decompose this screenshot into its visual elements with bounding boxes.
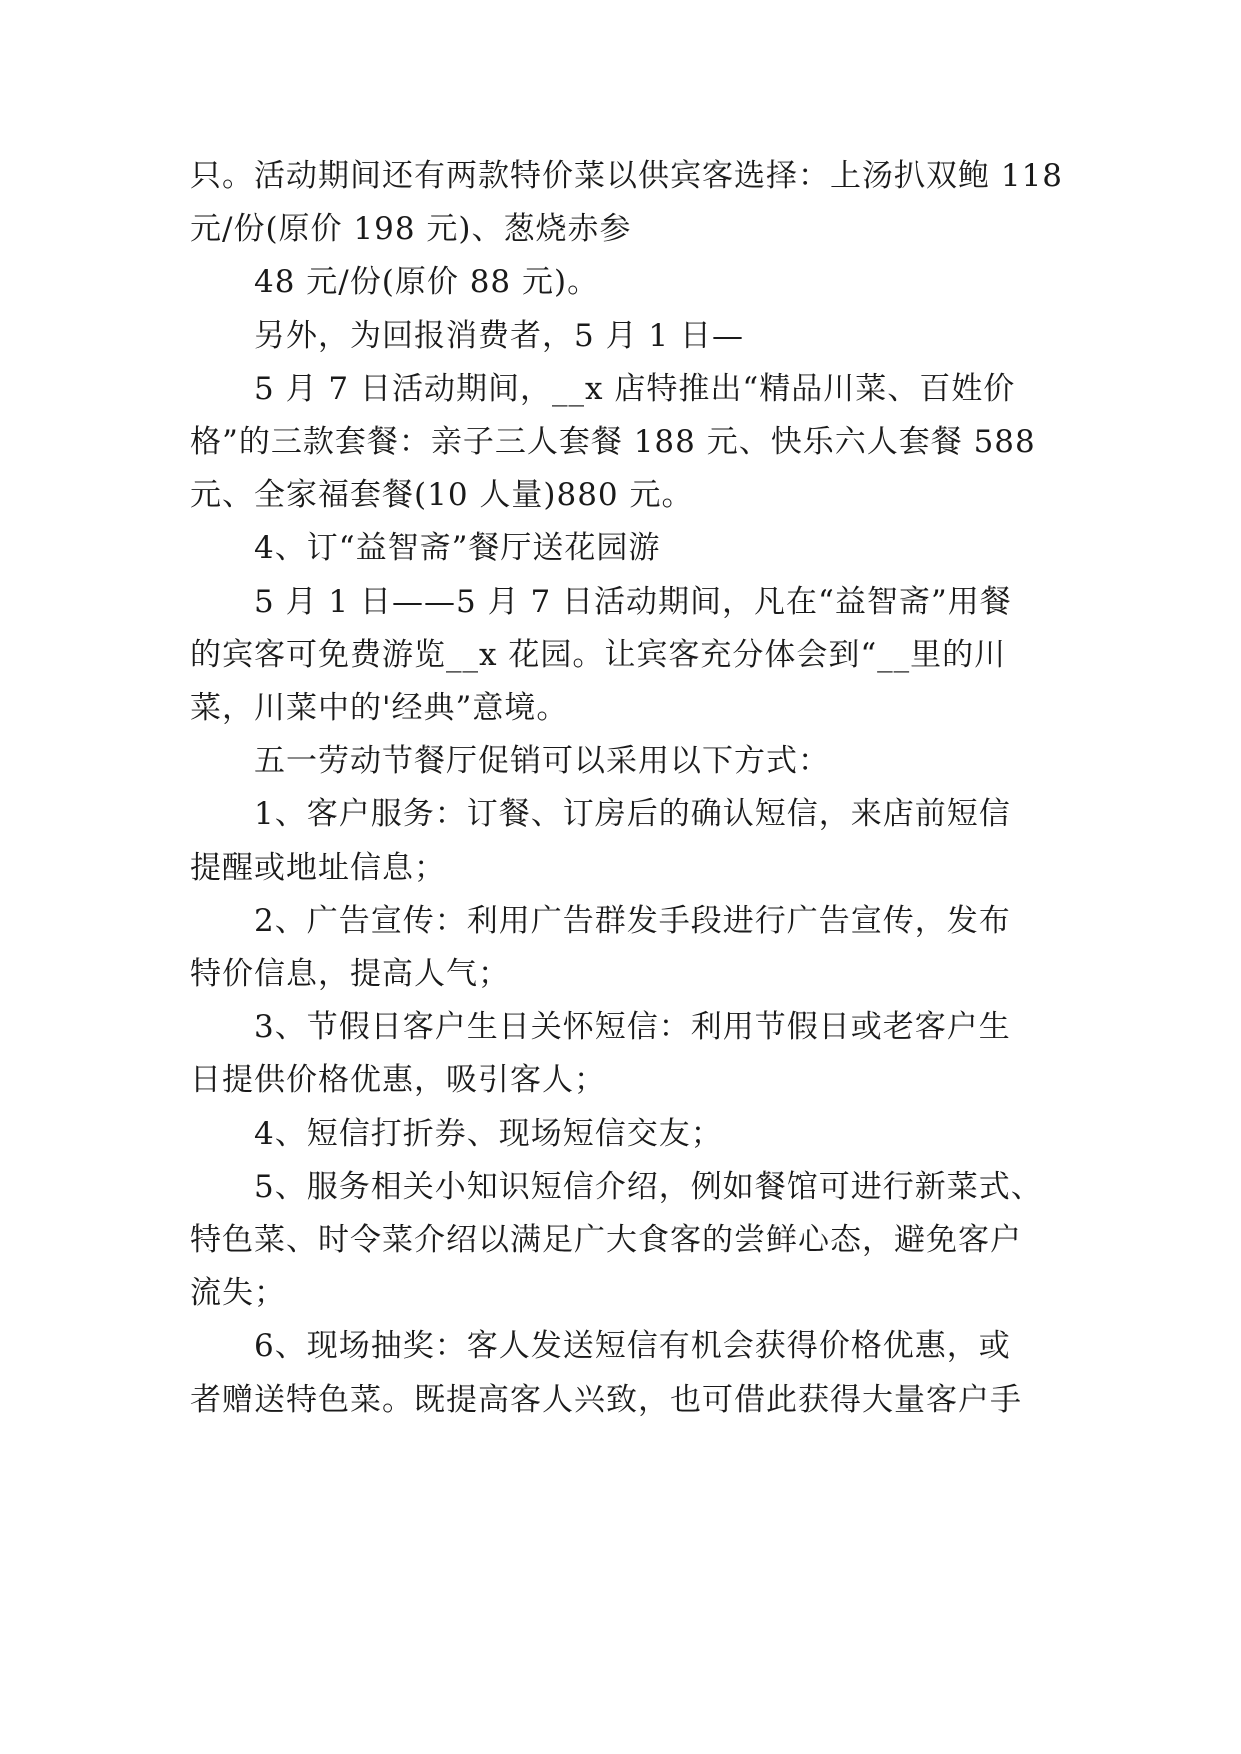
list-item: 1、客户服务：订餐、订房后的确认短信，来店前短信	[254, 796, 1011, 832]
text-line: 5 月 7 日活动期间，__x 店特推出“精品川菜、百姓价	[254, 371, 1016, 407]
text-line: 只。活动期间还有两款特价菜以供宾客选择：上汤扒双鲍 118	[190, 158, 1064, 194]
text-line: 元、全家福套餐(10 人量)880 元。	[190, 477, 694, 513]
text-line: 菜，川菜中的'经典”意境。	[190, 690, 569, 726]
text-line: 流失；	[190, 1275, 286, 1311]
list-item: 2、广告宣传：利用广告群发手段进行广告宣传，发布	[254, 903, 1011, 939]
text-line: 48 元/份(原价 88 元)。	[254, 264, 600, 300]
text-line: 元/份(原价 198 元)、葱烧赤参	[190, 211, 632, 247]
list-item: 3、节假日客户生日关怀短信：利用节假日或老客户生	[254, 1009, 1011, 1045]
text-line: 提醒或地址信息；	[190, 850, 446, 886]
text-line: 5 月 1 日——5 月 7 日活动期间，凡在“益智斋”用餐	[254, 584, 1012, 620]
text-line: 特色菜、时令菜介绍以满足广大食客的尝鲜心态，避免客户	[190, 1222, 1022, 1258]
text-line: 格”的三款套餐：亲子三人套餐 188 元、快乐六人套餐 588	[190, 424, 1036, 460]
text-line: 的宾客可免费游览__x 花园。让宾客充分体会到“__里的川	[190, 637, 1007, 673]
text-line: 特价信息，提高人气；	[190, 956, 510, 992]
text-line: 日提供价格优惠，吸引客人；	[190, 1062, 606, 1098]
section-heading: 4、订“益智斋”餐厅送花园游	[254, 530, 661, 566]
list-item: 6、现场抽奖：客人发送短信有机会获得价格优惠，或	[254, 1328, 1011, 1364]
list-item: 4、短信打折券、现场短信交友；	[254, 1116, 723, 1152]
text-line: 另外，为回报消费者，5 月 1 日—	[254, 318, 745, 354]
text-line: 五一劳动节餐厅促销可以采用以下方式：	[254, 743, 830, 779]
text-line: 者赠送特色菜。既提高客人兴致，也可借此获得大量客户手	[190, 1382, 1022, 1418]
list-item: 5、服务相关小知识短信介绍，例如餐馆可进行新菜式、	[254, 1169, 1043, 1205]
